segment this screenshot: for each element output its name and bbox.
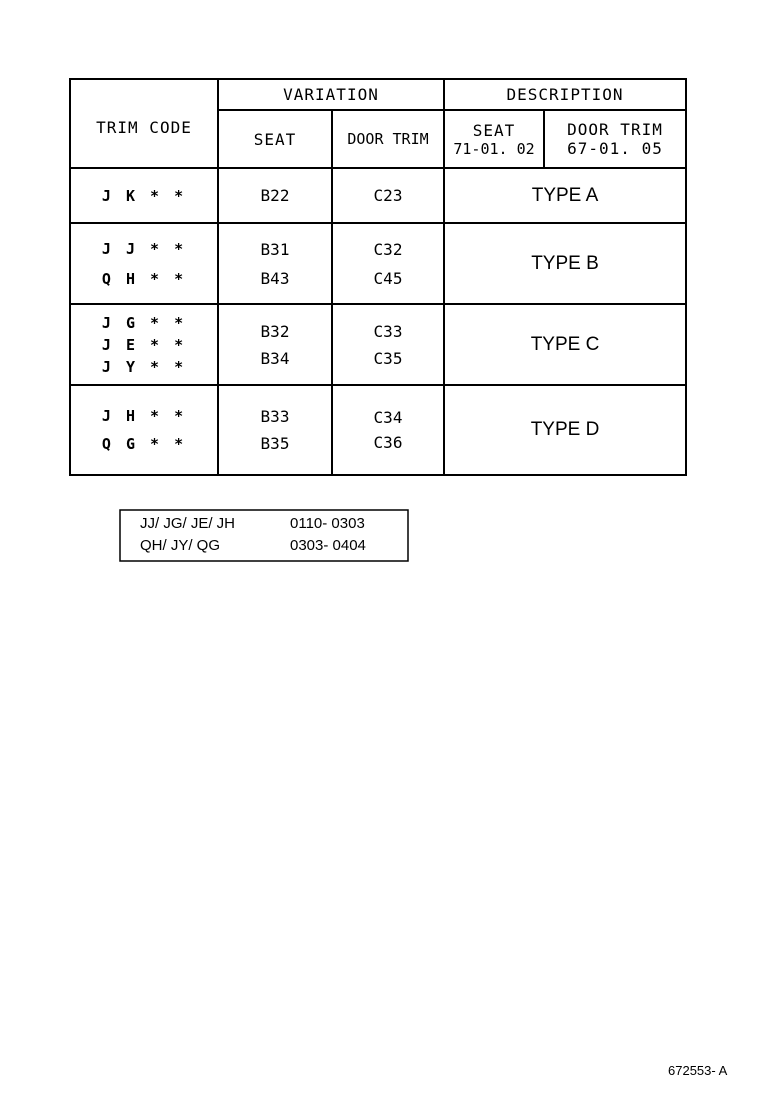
trim-code: Q G * * bbox=[101, 435, 187, 453]
legend-row bbox=[140, 515, 400, 535]
table-row-a-type: TYPE A bbox=[531, 184, 599, 206]
trim-code: J E * * bbox=[101, 335, 187, 354]
variation-seat-header: SEAT bbox=[253, 129, 297, 149]
door-trim-variation: C34 bbox=[373, 408, 403, 427]
trim-code: J G * * bbox=[101, 313, 187, 332]
trim-code: J K * * bbox=[101, 186, 187, 205]
table-row-a-codes bbox=[70, 168, 218, 223]
variation-door-trim-header: DOOR TRIM bbox=[347, 130, 429, 148]
description-header: DESCRIPTION bbox=[506, 85, 624, 104]
legend-codes: JJ/ JG/ JE/ JH bbox=[140, 515, 236, 532]
door-trim-variation: C36 bbox=[373, 433, 403, 452]
legend-codes: QH/ JY/ QG bbox=[140, 537, 221, 554]
table-row-a-door bbox=[332, 168, 444, 223]
trim-code: Q H * * bbox=[101, 269, 187, 288]
legend-range: 0110- 0303 bbox=[290, 515, 365, 532]
description-seat-header bbox=[444, 110, 544, 168]
description-door-trim-header bbox=[544, 110, 686, 168]
seat-variation: B33 bbox=[260, 407, 290, 426]
table-row-c-door bbox=[332, 304, 444, 385]
table-row-b-door bbox=[332, 223, 444, 304]
door-trim-variation: C32 bbox=[373, 239, 403, 259]
seat-variation: B22 bbox=[260, 186, 290, 205]
table-row-d-door bbox=[332, 385, 444, 475]
table-row-b-type: TYPE B bbox=[531, 252, 599, 274]
description-seat-label: SEAT bbox=[472, 120, 516, 140]
trim-code: J Y * * bbox=[101, 357, 187, 376]
trim-code-header: TRIM CODE bbox=[96, 117, 192, 137]
door-trim-variation: C35 bbox=[373, 348, 403, 368]
trim-code: J J * * bbox=[101, 239, 187, 258]
reference-number: 672553- A bbox=[668, 1063, 728, 1078]
door-trim-variation: C33 bbox=[373, 321, 403, 341]
description-seat-code: 71-01. 02 bbox=[453, 139, 535, 158]
variation-header: VARIATION bbox=[283, 85, 379, 104]
trim-code: J H * * bbox=[101, 407, 187, 425]
table-row-c-type: TYPE C bbox=[530, 333, 600, 355]
table-row-d-seat bbox=[218, 385, 332, 475]
door-trim-variation: C45 bbox=[373, 268, 403, 288]
seat-variation: B43 bbox=[260, 268, 290, 288]
seat-variation: B35 bbox=[260, 434, 290, 453]
description-door-trim-label: DOOR TRIM bbox=[567, 120, 663, 139]
table-row-c-seat bbox=[218, 304, 332, 385]
seat-variation: B32 bbox=[260, 321, 290, 341]
seat-variation: B34 bbox=[260, 348, 290, 368]
table-row-b-seat bbox=[218, 223, 332, 304]
table-row-d-type: TYPE D bbox=[530, 419, 600, 440]
seat-variation: B31 bbox=[260, 239, 290, 259]
table-row-b-codes bbox=[70, 223, 218, 304]
description-door-trim-code: 67-01. 05 bbox=[567, 139, 663, 158]
table-row-d-codes bbox=[70, 385, 218, 475]
table-row-a-seat bbox=[218, 168, 332, 223]
legend-range: 0303- 0404 bbox=[290, 537, 366, 554]
legend-row bbox=[140, 537, 400, 557]
door-trim-variation: C23 bbox=[373, 186, 403, 205]
table-row-c-codes bbox=[70, 304, 218, 385]
